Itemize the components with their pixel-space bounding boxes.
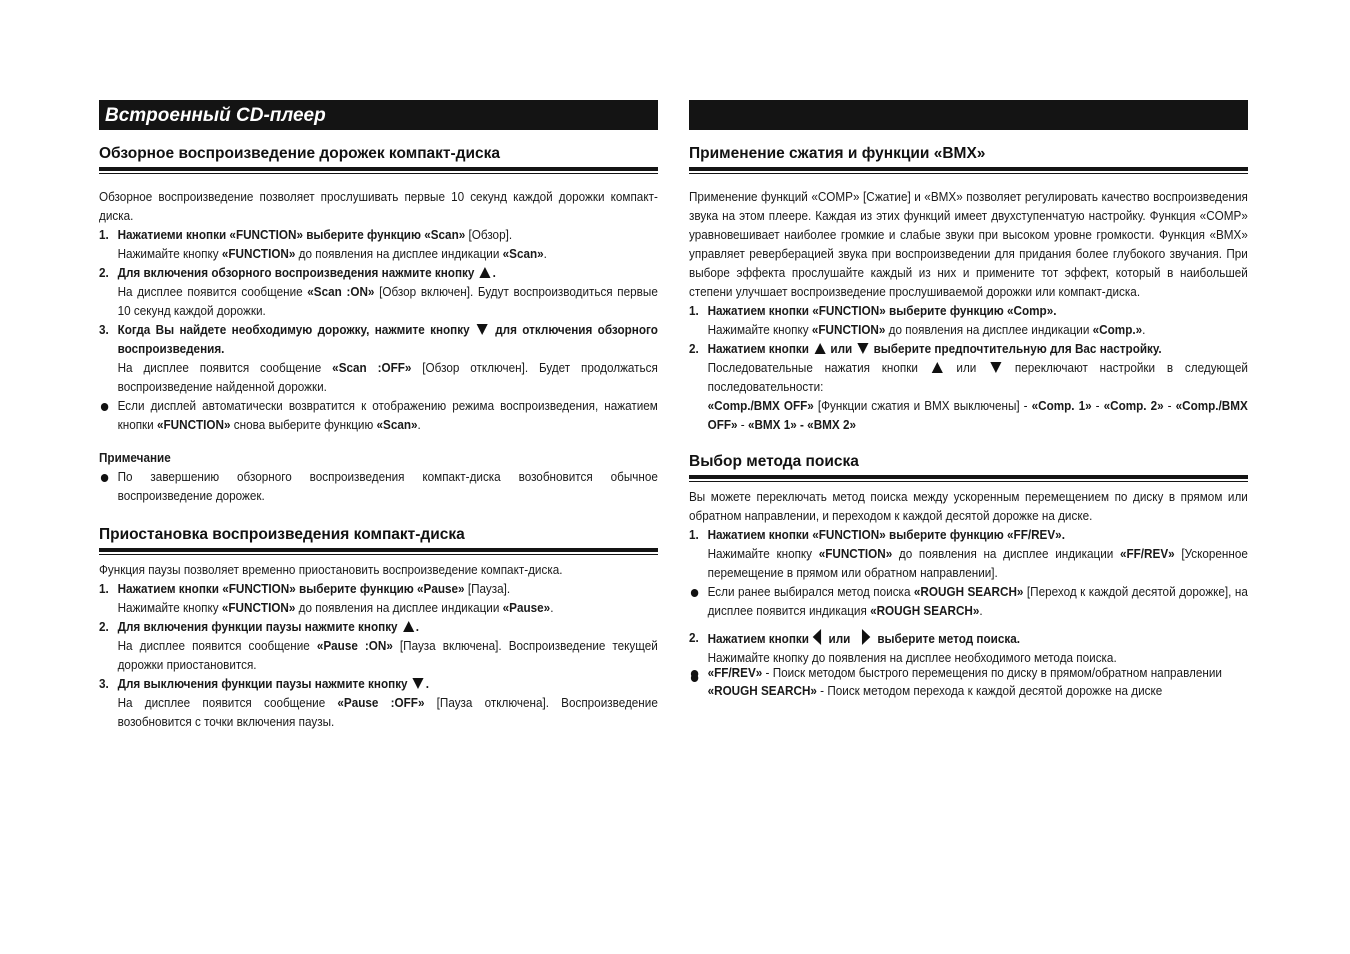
search-bullet-3: «ROUGH SEARCH» - Поиск методом перехода к каждой десятой дорожке на диске [689, 682, 1248, 701]
left-arrow-icon [813, 629, 821, 645]
pause-step-1: 1. Нажатием кнопки «FUNCTION» выберите функцию «Pause» [Пауза]. Нажимайте кнопку «FUNCTION» до появления на дисплее индикации «Pause». [99, 582, 554, 615]
pause-intro: Функция паузы позволяет временно приостановить воспроизведение компакт-диска. [99, 563, 563, 577]
pause-step-2: 2. Для включения функции паузы нажмите кнопку . На дисплее появится сообщение «Pause :ON» [Пауза включена]. Воспроизведение текущей дорожки приостановится. [99, 620, 658, 672]
title-rule [689, 475, 1248, 482]
pause-step-3: 3. Для выключения функции паузы нажмите кнопку . На дисплее появится сообщение «Pause :OFF» [Пауза отключена]. Воспроизведение возобновится с точки включения паузы. [99, 677, 658, 729]
scan-bullet: Если дисплей автоматически возвратится к отображению режима воспроизведения, нажатием кнопки «FUNCTION» снова выберите функцию «Scan». [99, 397, 658, 435]
title-rule [689, 167, 1248, 174]
section-banner: Встроенный CD-плеер [99, 100, 658, 130]
section-banner-empty [689, 100, 1248, 130]
down-arrow-icon [990, 362, 1001, 373]
up-arrow-icon [480, 267, 491, 278]
search-step-2: 2. Нажатием кнопки или выберите метод поиска. [689, 631, 1021, 646]
down-arrow-icon [477, 324, 488, 335]
down-arrow-icon [857, 343, 868, 354]
search-step-1: 1. Нажатием кнопки «FUNCTION» выберите функцию «FF/REV». Нажимайте кнопку «FUNCTION» до появления на дисплее индикации «FF/REV» [Ускоренное перемещение в прямом или обратном направлении]. [689, 528, 1248, 580]
title-rule [99, 548, 658, 555]
bullet-icon [101, 403, 108, 411]
search-step-2-detail: Нажимайте кнопку до появления на дисплее необходимого метода поиска. [707, 651, 1117, 665]
up-arrow-icon [403, 621, 414, 632]
search-bullet-1: Если ранее выбирался метод поиска «ROUGH SEARCH» [Переход к каждой десятой дорожке], на дисплее появится индикация «ROUGH SEARCH». [689, 583, 1248, 621]
scan-title: Обзорное воспроизведение дорожек компакт-диска [99, 145, 501, 162]
search-intro: Вы можете переключать метод поиска между ускоренным перемещением по диску в прямом или обратном направлении, и переходом к каждой десятой дорожке на диске. [689, 490, 1248, 523]
scan-step-2: 2. Для включения обзорного воспроизведения нажмите кнопку . На дисплее появится сообщение «Scan :ON» [Обзор включен]. Будут воспроизводиться первые 10 секунд каждой дорожки. [99, 266, 658, 318]
bullet-icon [101, 474, 108, 482]
right-arrow-icon [862, 629, 870, 645]
note-bullet: По завершению обзорного воспроизведения компакт-диска возобновится обычное воспроизведение дорожек. [99, 468, 658, 506]
comp-step-2: 2. Нажатием кнопки или выберите предпочтительную для Вас настройку. Последовательные нажатия кнопки или переключают настройки в следующей последовательности: «Comp./BMX OFF» [Функции сжатия и BMX выключены] - «Comp. 1» - «Comp. 2» - «Comp./BMX OFF» - «BMX 1» - «BMX 2» [689, 342, 1248, 432]
up-arrow-icon [814, 343, 825, 354]
scan-step-3: 3. Когда Вы найдете необходимую дорожку, нажмите кнопку для отключения обзорного воспроизведения. На дисплее появится сообщение «Scan :OFF» [Обзор отключен]. Будет продолжаться воспроизведение найденной дорожки. [99, 323, 658, 394]
search-bullet-2: «FF/REV» - Поиск методом быстрого перемещения по диску в прямом/обратном направлении [689, 664, 1248, 683]
comp-title: Применение сжатия и функции «BMX» [689, 145, 986, 162]
up-arrow-icon [932, 362, 943, 373]
pause-title: Приостановка воспроизведения компакт-диска [99, 526, 465, 543]
scan-intro: Обзорное воспроизведение позволяет прослушивать первые 10 секунд каждой дорожки компакт-диска. [99, 190, 658, 223]
search-title: Выбор метода поиска [689, 453, 859, 470]
down-arrow-icon [413, 678, 424, 689]
right-column [689, 100, 1248, 701]
bullet-icon [691, 674, 698, 682]
note-heading: Примечание [99, 451, 171, 465]
comp-step-1: 1. Нажатием кнопки «FUNCTION» выберите функцию «Comp». Нажимайте кнопку «FUNCTION» до появления на дисплее индикации «Comp.». [689, 304, 1146, 337]
bullet-icon [691, 589, 698, 597]
left-column [99, 100, 658, 732]
scan-step-1: 1. Нажатиеми кнопки «FUNCTION» выберите функцию «Scan» [Обзор]. Нажимайте кнопку «FUNCTION» до появления на дисплее индикации «Scan». [99, 228, 547, 261]
title-rule [99, 167, 658, 174]
comp-intro: Применение функций «COMP» [Сжатие] и «BMX» позволяет регулировать качество воспроизведения звука на этом плеере. Каждая из этих функций имеет двухступенчатую настройку. Функция «COMP» уравновешивает наиболее громкие и слабые звуки при высоком уровне громкости. Функция «BMX» управляет реверберацией звука при воспроизведении для придания более глубокого звучания. При выборе эффекта прослушайте каждый из них и примените тот эффект, который в наибольшей степени улучшает воспроизведение прослушиваемой дорожки или компакт-диска. [689, 190, 1248, 299]
